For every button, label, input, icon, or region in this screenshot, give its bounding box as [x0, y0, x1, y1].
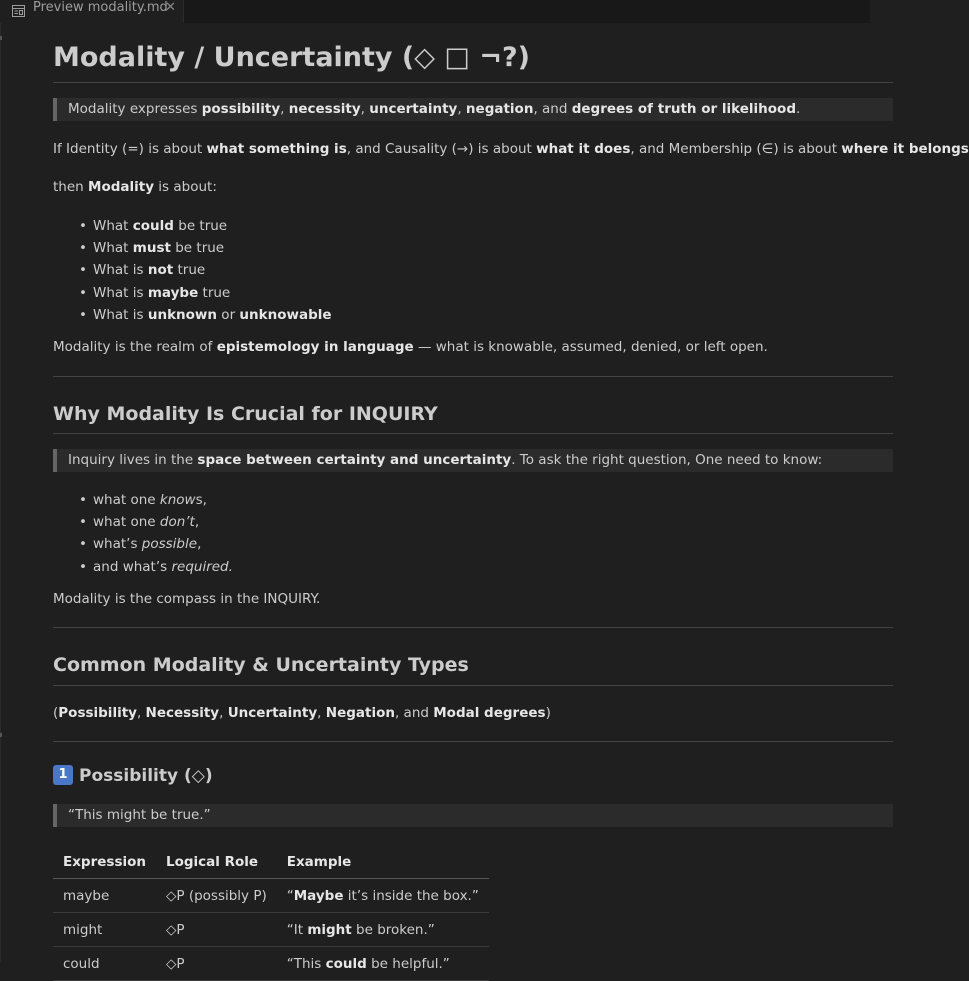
list-item: • what one don’t,	[93, 513, 199, 531]
column-header: Logical Role	[156, 846, 277, 879]
section-divider	[53, 741, 893, 742]
heading-possibility: 1 Possibility (◇)	[53, 765, 213, 787]
cell-example: “This could be helpful.”	[277, 947, 489, 981]
table-row	[53, 913, 489, 947]
cell-role: ◇P	[156, 947, 277, 981]
paragraph-then: then Modality is about:	[53, 179, 217, 195]
paragraph-types: (Possibility, Necessity, Uncertainty, Negation, and Modal degrees)	[53, 705, 551, 721]
column-header: Expression	[53, 846, 156, 879]
close-icon[interactable]: ✕	[165, 0, 176, 15]
section-divider	[53, 376, 893, 377]
tab-bar	[0, 0, 870, 23]
preview-icon	[12, 5, 25, 17]
gutter-marker	[0, 733, 2, 737]
cell-role: ◇P (possibly P)	[156, 879, 277, 913]
table-row	[53, 879, 489, 913]
cell-example: “Maybe it’s inside the box.”	[277, 879, 489, 913]
page-title: Modality / Uncertainty (◇ □ ¬?)	[53, 42, 530, 73]
list-item: • what’s possible,	[93, 535, 201, 553]
blockquote-intro: Modality expresses possibility, necessity, uncertainty, negation, and degrees of truth or likelihood.	[53, 98, 893, 121]
cell-example: “It might be broken.”	[277, 913, 489, 947]
column-header: Example	[277, 846, 489, 879]
heading-rule	[53, 685, 893, 686]
heading-common-types: Common Modality & Uncertainty Types	[53, 654, 469, 676]
editor-gutter	[0, 23, 1, 962]
heading-rule	[53, 82, 893, 83]
heading-why-modality: Why Modality Is Crucial for INQUIRY	[53, 403, 438, 425]
list-item: • What is maybe true	[93, 284, 230, 302]
possibility-table	[53, 846, 489, 981]
blockquote-inquiry: Inquiry lives in the space between certainty and uncertainty. To ask the right question, One need to know:	[53, 449, 893, 472]
heading-rule	[53, 433, 893, 434]
list-item: • What is unknown or unknowable	[93, 306, 332, 324]
table-header-row	[53, 846, 489, 879]
cell-role: ◇P	[156, 913, 277, 947]
cell-expression: maybe	[53, 879, 156, 913]
blockquote-possibility: “This might be true.”	[53, 804, 893, 827]
list-item: • What is not true	[93, 261, 205, 279]
paragraph-compass: Modality is the compass in the INQUIRY.	[53, 591, 321, 607]
cell-expression: could	[53, 947, 156, 981]
list-item: • What could be true	[93, 217, 227, 235]
list-item: • and what’s required.	[93, 558, 233, 576]
section-divider	[53, 627, 893, 628]
keycap-one-icon: 1	[53, 765, 73, 785]
cell-expression: might	[53, 913, 156, 947]
tab-title: Preview modality.md	[33, 0, 168, 15]
table-row	[53, 947, 489, 981]
list-item: • what one knows,	[93, 491, 207, 509]
list-item: • What must be true	[93, 239, 224, 257]
tab-preview-modality[interactable]	[0, 0, 184, 23]
gutter-marker	[0, 36, 2, 40]
paragraph-if: If Identity (=) is about what something is, and Causality (→) is about what it does, and Membership (∈) is about where it belongs	[53, 141, 969, 157]
paragraph-realm: Modality is the realm of epistemology in language — what is knowable, assumed, denied, or left open.	[53, 339, 768, 355]
